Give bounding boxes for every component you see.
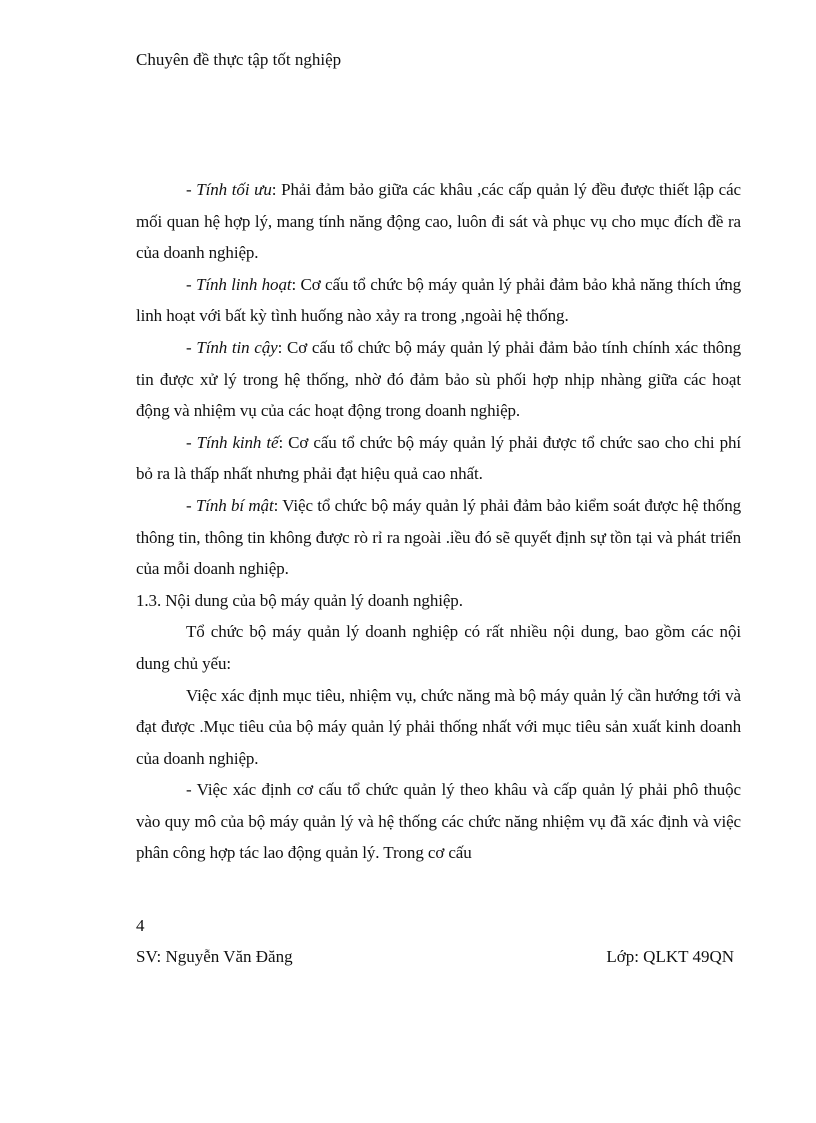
paragraph-flexibility: [136, 269, 741, 332]
paragraph-text: : Phải đảm bảo giữa các khâu ,các cấp quản lý đều được thiết lập các mối quan hệ hợp lý, mang tính năng động cao, luôn đi sát và phục vụ cho mục đích đề ra của doanh nghiệp.: [136, 180, 741, 263]
paragraph-structure: - Việc xác định cơ cấu tổ chức quản lý theo khâu và cấp quản lý phải phô thuộc vào quy mô của bộ máy quản lý và hệ thống các chức năng nhiệm vụ đã xác định và việc phân công hợp tác lao động quản lý. Trong cơ cấu: [136, 780, 741, 863]
document-body: [136, 174, 741, 869]
page-footer: [136, 945, 734, 969]
bullet-dash: -: [186, 495, 196, 515]
paragraph-objectives: Việc xác định mục tiêu, nhiệm vụ, chức năng mà bộ máy quản lý cần hướng tới và đạt được .Mục tiêu của bộ máy quản lý phải thống nhất với mục tiêu sản xuất kinh doanh của doanh nghiệp.: [136, 685, 741, 768]
term-economy: Tính kinh tế: [196, 432, 279, 452]
term-confidentiality: Tính bí mật: [195, 495, 274, 515]
page-number: 4: [136, 916, 145, 935]
bullet-dash: -: [186, 180, 197, 199]
term-reliability: Tính tin cậy: [196, 337, 278, 357]
paragraph-text: : Việc tổ chức bộ máy quản lý phải đảm bảo kiểm soát được hệ thống thông tin, thông tin không được rò rỉ ra ngoài .iều đó sẽ quyết định sự tồn tại và phát triển của mỗi doanh nghiệp.: [136, 495, 741, 579]
term-flexibility: Tính linh hoạt: [195, 274, 292, 294]
paragraph-text: : Cơ cấu tổ chức bộ máy quản lý phải đảm bảo khả năng thích ứng linh hoạt với bất kỳ tình huống nào xảy ra trong ,ngoài hệ thống.: [136, 274, 741, 326]
paragraph-text: : Cơ cấu tổ chức bộ máy quản lý phải được tổ chức sao cho chi phí bỏ ra là thấp nhất nhưng phải đạt hiệu quả cao nhất.: [136, 432, 741, 484]
paragraph-confidentiality: [136, 490, 741, 585]
paragraph-reliability: [136, 332, 741, 427]
term-optimality: Tính tối ưu: [196, 180, 272, 199]
bullet-dash: -: [186, 337, 197, 357]
footer-class: Lớp: QLKT 49QN: [606, 947, 734, 966]
bullet-dash: -: [186, 274, 196, 294]
section-heading: 1.3. Nội dung của bộ máy quản lý doanh nghiệp.: [136, 590, 463, 610]
paragraph-content-intro: Tổ chức bộ máy quản lý doanh nghiệp có rất nhiều nội dung, bao gồm các nội dung chủ yếu:: [136, 622, 741, 673]
paragraph-text: : Cơ cấu tổ chức bộ máy quản lý phải đảm bảo tính chính xác thông tin được xử lý trong hệ thống, nhờ đó đảm bảo sù phối hợp nhịp nhàng giữa các hoạt động và nhiệm vụ của các hoạt động trong doanh nghiệp.: [136, 337, 742, 421]
paragraph-economy: [136, 427, 741, 490]
paragraph-optimality: [136, 174, 741, 269]
bullet-dash: -: [186, 432, 197, 452]
footer-student: SV: Nguyễn Văn Đăng: [136, 947, 293, 966]
page-header: Chuyên đề thực tập tốt nghiệp: [136, 50, 342, 69]
